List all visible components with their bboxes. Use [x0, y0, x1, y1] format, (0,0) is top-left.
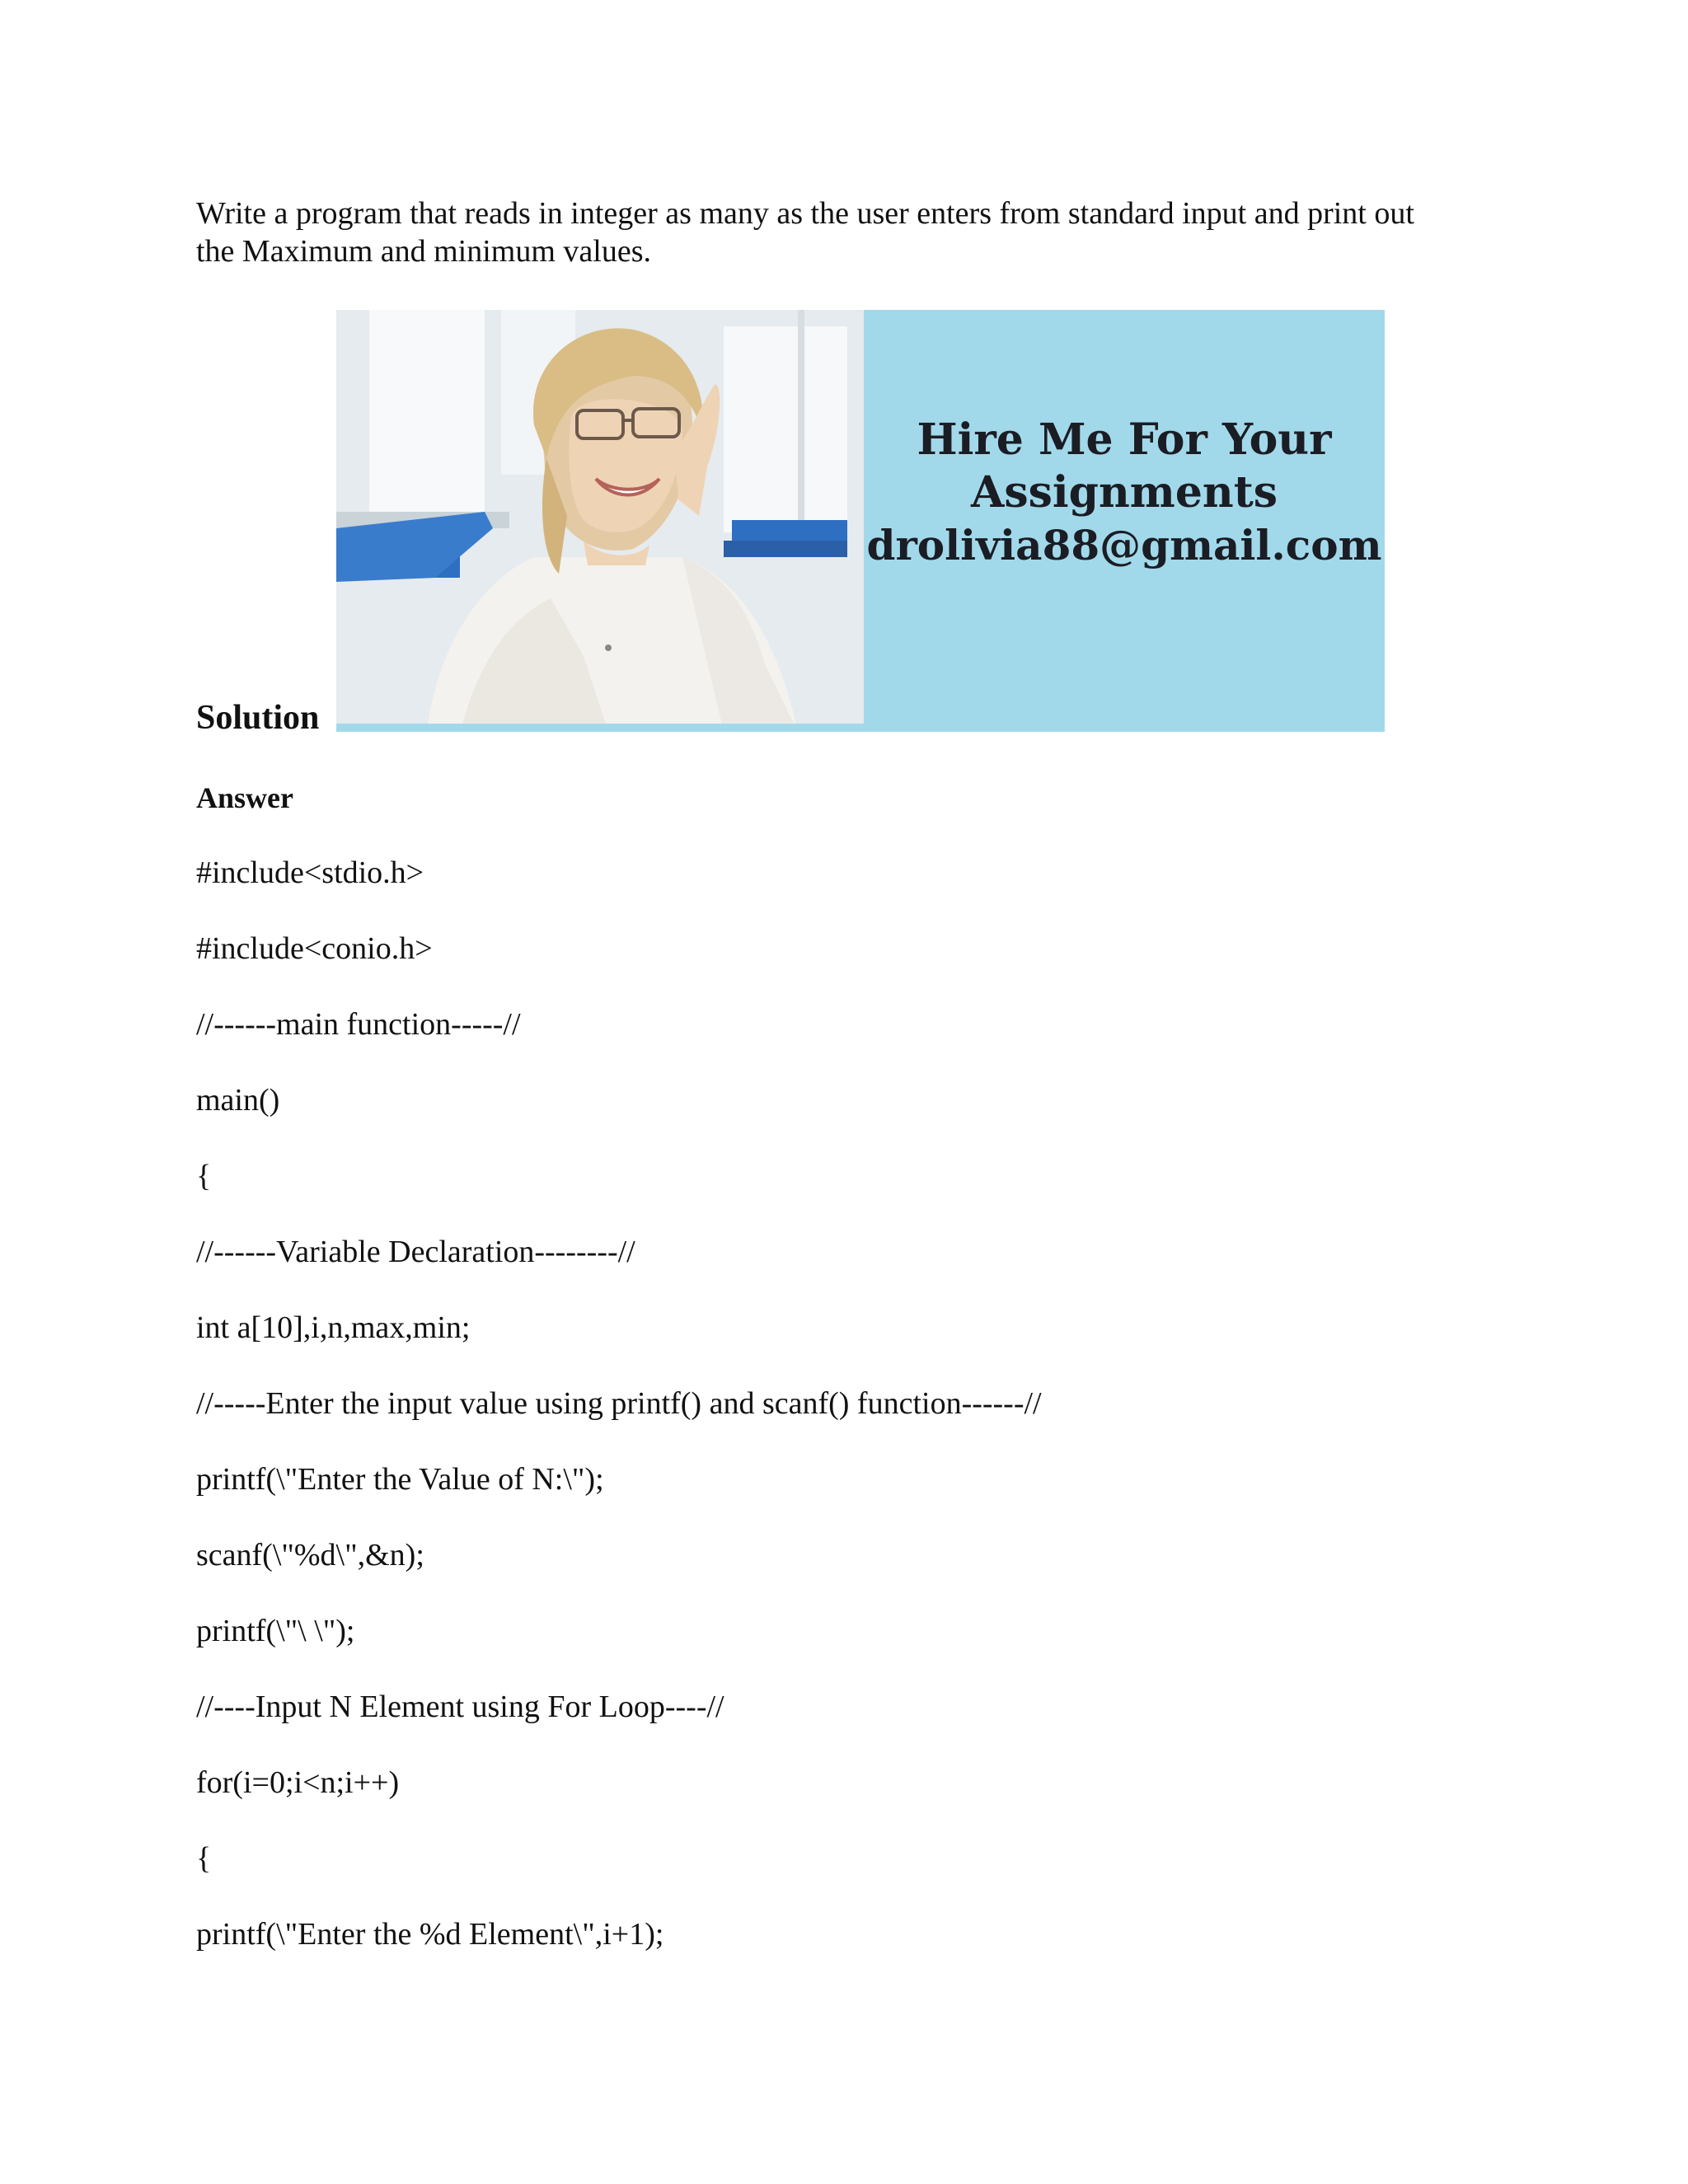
code-line: {	[196, 1159, 212, 1193]
ad-text-panel	[864, 310, 1385, 732]
banner-bottom-strip	[336, 724, 864, 732]
code-line: #include<stdio.h>	[196, 855, 424, 890]
code-line: //------Variable Declaration--------//	[196, 1235, 635, 1269]
question-line-2: the Maximum and minimum values.	[196, 234, 651, 269]
code-line: printf(\"Enter the %d Element\",i+1);	[196, 1917, 664, 1952]
solution-heading: Solution	[196, 699, 320, 737]
ad-line-assignments: Assignments	[970, 467, 1278, 518]
code-line: printf(\"Enter the Value of N:\");	[196, 1462, 604, 1497]
ad-line-hire-me: Hire Me For Your	[917, 415, 1332, 465]
question-line-1: Write a program that reads in integer as many as the user enters from standard input and print out	[196, 196, 1414, 231]
advertisement-banner	[336, 310, 1385, 732]
code-line: int a[10],i,n,max,min;	[196, 1310, 471, 1345]
question-text	[196, 194, 1515, 270]
code-line: //------main function-----//	[196, 1007, 521, 1042]
ad-text	[864, 414, 1385, 572]
code-line: printf(\"\ \");	[196, 1614, 355, 1648]
woman-photo-illustration	[336, 310, 864, 732]
answer-heading: Answer	[196, 781, 293, 814]
code-line: main()	[196, 1083, 280, 1118]
code-line: scanf(\"%d\",&n);	[196, 1538, 424, 1572]
code-line: for(i=0;i<n;i++)	[196, 1765, 400, 1800]
code-line: #include<conio.h>	[196, 931, 433, 966]
ad-email: drolivia88@gmail.com	[866, 521, 1382, 569]
code-line: //-----Enter the input value using printf() and scanf() function------//	[196, 1386, 1042, 1421]
code-line: {	[196, 1841, 212, 1876]
code-line: //----Input N Element using For Loop----//	[196, 1690, 724, 1724]
woman-photo	[336, 310, 864, 732]
